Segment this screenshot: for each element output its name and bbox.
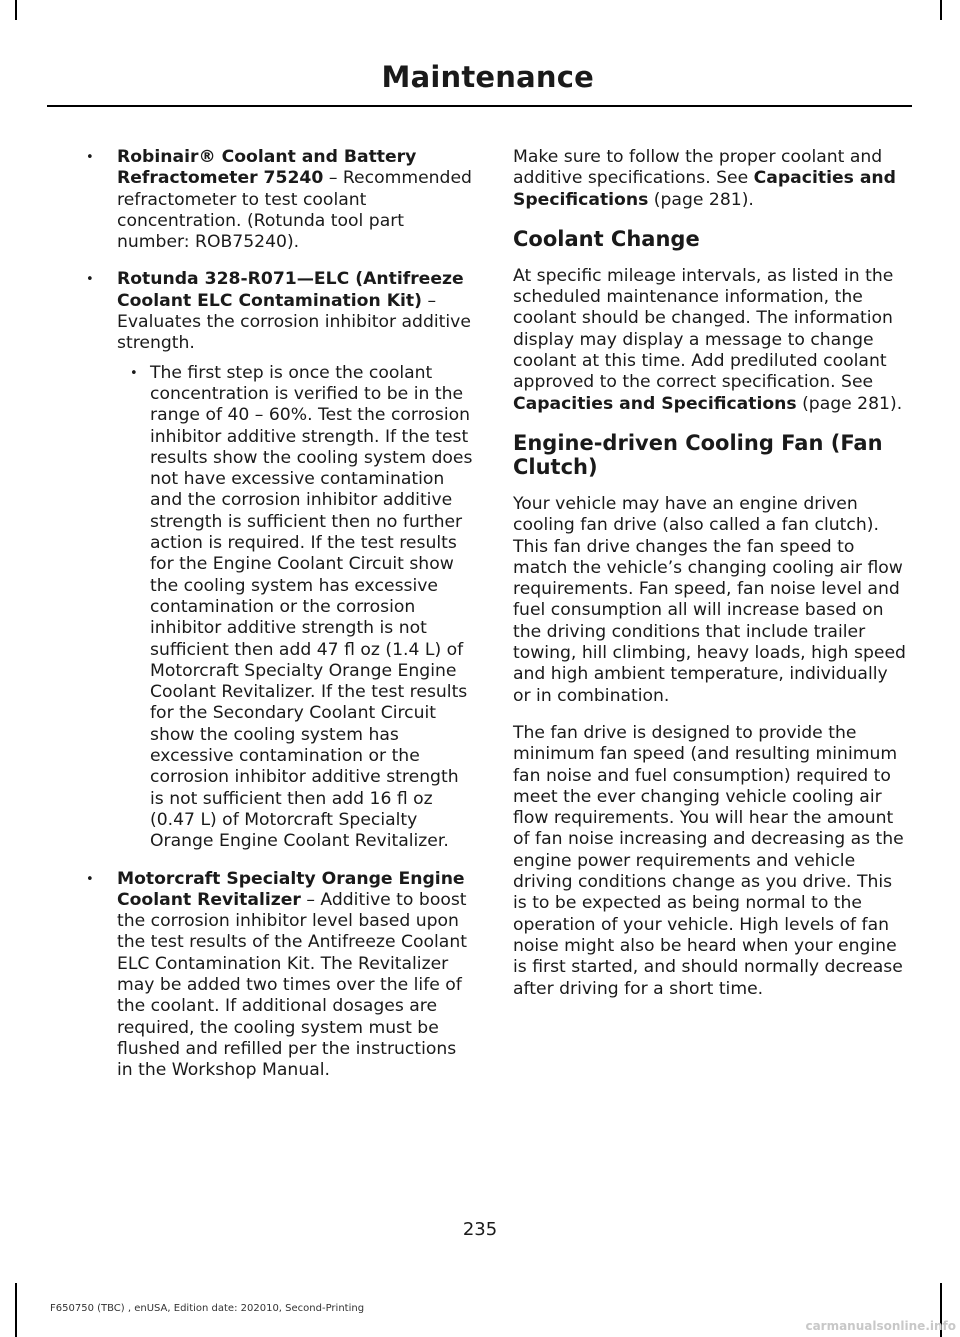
page-title: Maintenance [381, 60, 594, 94]
paragraph-text: At specific mileage intervals, as listed in the scheduled maintenance information, the coolant should be changed. The information display may display a message to change coolant at this time. Add prediluted coolant approved to the correct specification. See [513, 265, 894, 393]
paragraph-fan-drive-2: The fan drive is designed to provide the minimum fan speed (and resulting minimum fan noise and fuel consumption) required to meet the ever changing vehicle cooling air flow requirements. You will hear the amount of fan noise increasing and decreasing as the engine power requirements and vehicle driving conditions change as you drive. This is to be expected as being normal to the operation of your vehicle. High levels of fan noise might also be heard when your engine is first started, and should normally decrease after driving for a short time. [513, 722, 904, 999]
paragraph-text: Make sure to follow the proper coolant and additive specifications. See [513, 147, 883, 189]
sub-list-item: • The first step is once the coolant concentration is verified to be in the range of 40 – 60%. Test the corrosion inhibitor additive strength. If the test results show the cooling system does not have excessive contamination and the corrosion inhibitor additive strength is sufficient then no further action is required. If the test results for the Engine Coolant Circuit show the cooling system has excessive contamination or the corrosion inhibitor additive strength is not sufficient then add 47 fl oz (1.4 L) of Motorcraft Specialty Orange Engine Coolant Revitalizer. If the test results for the Secondary Coolant Circuit show the cooling system has excessive contamination or the corrosion inhibitor additive strength is not sufficient then add 16 fl oz (0.47 L) of Motorcraft Specialty Orange Engine Coolant Revitalizer. [117, 363, 476, 853]
left-column [86, 147, 476, 1097]
item-text: – Additive to boost the corrosion inhibitor level based upon the test results of the Antifreeze Coolant ELC Contamination Kit. The Revitalizer may be added two times over the life of the coolant. If additional dosages are required, the cooling system must be flushed and refilled per the instructions in the Workshop Manual. [117, 889, 467, 1081]
list-item-refractometer [86, 147, 476, 253]
paragraph-coolant-change [513, 266, 909, 415]
heading-coolant-change: Coolant Change [513, 226, 700, 251]
crop-mark-top-right [940, 0, 942, 20]
crop-mark-bottom-left [15, 1283, 17, 1337]
item-text: – Recommended refractometer to test coolant concentration. (Rotunda tool part number: ROB75240). [117, 168, 472, 253]
page-number: 235 [462, 1219, 498, 1240]
item-title: Robinair® Coolant and Battery Refractometer 75240 [117, 147, 417, 189]
item-title: Motorcraft Specialty Orange Engine Coolant Revitalizer [117, 868, 465, 910]
right-column [513, 147, 909, 1016]
paragraph-fan-drive-1: Your vehicle may have an engine driven cooling fan drive (also called a fan clutch). This fan drive changes the fan speed to match the vehicle’s changing cooling air flow requirements. Fan speed, fan noise level and fuel consumption all will increase based on the driving conditions that include trailer towing, hill climbing, heavy loads, high speed and high ambient temperature, individually or in combination. [513, 493, 906, 706]
crop-mark-top-left [15, 0, 17, 20]
page-reference: (page 281). [796, 393, 903, 414]
list-item-elc-kit [86, 269, 476, 852]
item-text: – Evaluates the corrosion inhibitor additive strength. [117, 290, 471, 354]
cross-reference-link[interactable]: Capacities and Specifications [513, 168, 896, 210]
page-reference: (page 281). [648, 189, 754, 210]
watermark: carmanualsonline.info [805, 1319, 956, 1333]
footer-edition: F650750 (TBC) , enUSA, Edition date: 202010, Second-Printing [50, 1303, 365, 1314]
header-divider [47, 105, 912, 107]
list-item-revitalizer [86, 869, 476, 1082]
paragraph-specifications [513, 147, 909, 211]
heading-fan-clutch: Engine-driven Cooling Fan (Fan Clutch) [513, 430, 883, 479]
item-title: Rotunda 328-R071—ELC (Antifreeze Coolant ELC Contamination Kit) [117, 269, 464, 311]
cross-reference-link[interactable]: Capacities and Specifications [513, 393, 797, 414]
